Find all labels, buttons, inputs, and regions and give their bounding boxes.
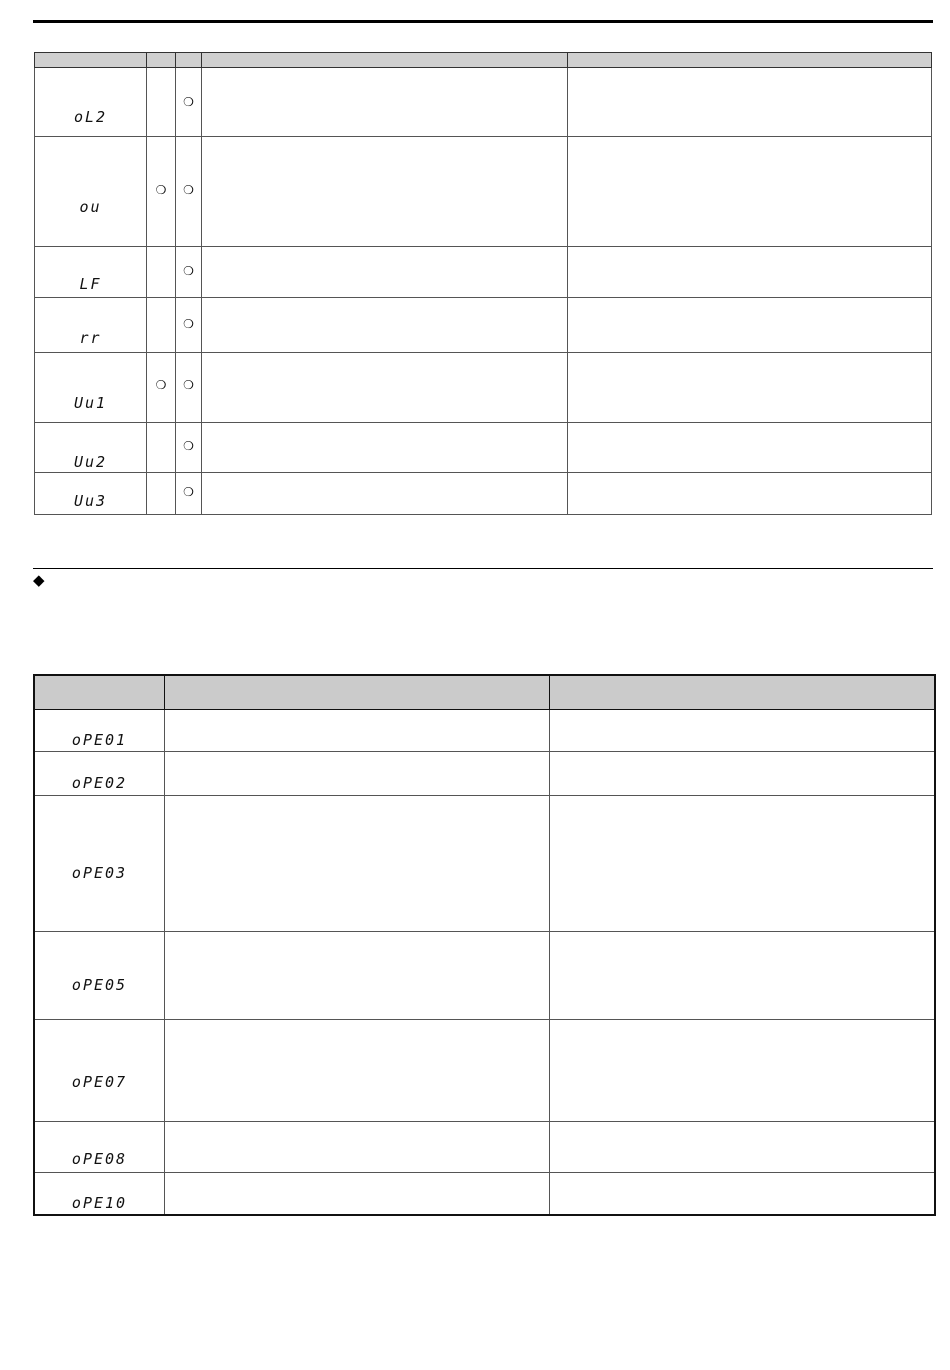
- section-bullet-icon: ◆: [33, 572, 45, 589]
- cause-cell: [165, 752, 550, 796]
- mark-cell: [176, 68, 202, 137]
- cause-cell: [202, 423, 568, 473]
- display-code: oPE07: [71, 1073, 128, 1091]
- cause-cell: [202, 68, 568, 137]
- display-code-cell: [34, 1020, 165, 1122]
- display-code: LF: [79, 275, 102, 293]
- table-row: [35, 247, 932, 298]
- cause-cell: [165, 1122, 550, 1173]
- mark-cell: [147, 298, 176, 353]
- header-cell: [176, 53, 202, 68]
- mark-cell: [147, 137, 176, 247]
- remedy-cell: [568, 68, 932, 137]
- table-row: [34, 796, 935, 932]
- display-code: Uu1: [73, 394, 108, 412]
- display-code: Uu3: [73, 492, 108, 510]
- cause-cell: [165, 932, 550, 1020]
- remedy-cell: [568, 353, 932, 423]
- display-code: oPE08: [71, 1150, 128, 1168]
- remedy-cell: [550, 1173, 936, 1215]
- table-row: [34, 932, 935, 1020]
- display-code-cell: [35, 68, 147, 137]
- fault-table: [34, 52, 932, 515]
- table-row: [35, 298, 932, 353]
- cause-cell: [202, 353, 568, 423]
- cause-cell: [202, 298, 568, 353]
- display-code-cell: [35, 473, 147, 515]
- table-row: [35, 423, 932, 473]
- mark-cell: [147, 423, 176, 473]
- mark-icon: ❍: [183, 378, 194, 392]
- remedy-cell: [568, 423, 932, 473]
- display-code-cell: [34, 752, 165, 796]
- section-rule: [33, 568, 933, 569]
- mark-cell: [147, 473, 176, 515]
- remedy-cell: [568, 473, 932, 515]
- mark-cell: [147, 68, 176, 137]
- table-row: [34, 1122, 935, 1173]
- display-code-cell: [35, 353, 147, 423]
- remedy-cell: [550, 932, 936, 1020]
- header-cell: [202, 53, 568, 68]
- remedy-cell: [568, 298, 932, 353]
- display-code: Uu2: [73, 453, 108, 471]
- display-code-cell: [34, 1173, 165, 1215]
- table-row: [34, 710, 935, 752]
- header-cell: [568, 53, 932, 68]
- remedy-cell: [550, 710, 936, 752]
- cause-cell: [202, 473, 568, 515]
- table-row: [35, 137, 932, 247]
- display-code: rr: [79, 329, 102, 347]
- cause-cell: [202, 137, 568, 247]
- table-header-row: [34, 675, 935, 710]
- mark-cell: [176, 137, 202, 247]
- cause-cell: [165, 796, 550, 932]
- remedy-cell: [568, 137, 932, 247]
- display-code: oPE01: [71, 731, 128, 749]
- mark-cell: [176, 353, 202, 423]
- mark-cell: [176, 473, 202, 515]
- display-code-cell: [34, 710, 165, 752]
- header-cell: [165, 675, 550, 710]
- display-code-cell: [35, 298, 147, 353]
- remedy-cell: [550, 796, 936, 932]
- table-row: [34, 752, 935, 796]
- table-header-row: [35, 53, 932, 68]
- header-cell: [550, 675, 936, 710]
- display-code-cell: [34, 796, 165, 932]
- cause-cell: [165, 710, 550, 752]
- remedy-cell: [550, 752, 936, 796]
- display-code: oPE05: [71, 976, 128, 994]
- mark-cell: [147, 247, 176, 298]
- header-cell: [147, 53, 176, 68]
- remedy-cell: [550, 1020, 936, 1122]
- table-row: [35, 68, 932, 137]
- remedy-cell: [568, 247, 932, 298]
- cause-cell: [165, 1173, 550, 1215]
- mark-icon: ❍: [155, 183, 167, 197]
- display-code: ou: [79, 198, 102, 216]
- table-row: [35, 473, 932, 515]
- table-row: [35, 353, 932, 423]
- remedy-cell: [550, 1122, 936, 1173]
- mark-icon: ❍: [183, 264, 194, 278]
- header-rule: [33, 20, 933, 23]
- operator-error-table: [33, 674, 936, 1216]
- table-row: [34, 1020, 935, 1122]
- display-code-cell: [34, 932, 165, 1020]
- display-code: oPE02: [71, 774, 128, 792]
- header-cell: [35, 53, 147, 68]
- display-code-cell: [35, 137, 147, 247]
- header-cell: [34, 675, 165, 710]
- display-code: oL2: [73, 108, 108, 126]
- mark-icon: ❍: [183, 183, 194, 197]
- cause-cell: [202, 247, 568, 298]
- mark-icon: ❍: [183, 95, 194, 109]
- display-code: oPE10: [71, 1193, 128, 1212]
- mark-icon: ❍: [155, 378, 167, 392]
- table-row: [34, 1173, 935, 1215]
- mark-icon: ❍: [183, 439, 194, 453]
- display-code-cell: [34, 1122, 165, 1173]
- cause-cell: [165, 1020, 550, 1122]
- mark-cell: [176, 247, 202, 298]
- mark-cell: [176, 423, 202, 473]
- display-code-cell: [35, 247, 147, 298]
- display-code-cell: [35, 423, 147, 473]
- mark-icon: ❍: [183, 485, 194, 499]
- mark-icon: ❍: [183, 317, 194, 331]
- mark-cell: [147, 353, 176, 423]
- mark-cell: [176, 298, 202, 353]
- display-code: oPE03: [71, 864, 128, 882]
